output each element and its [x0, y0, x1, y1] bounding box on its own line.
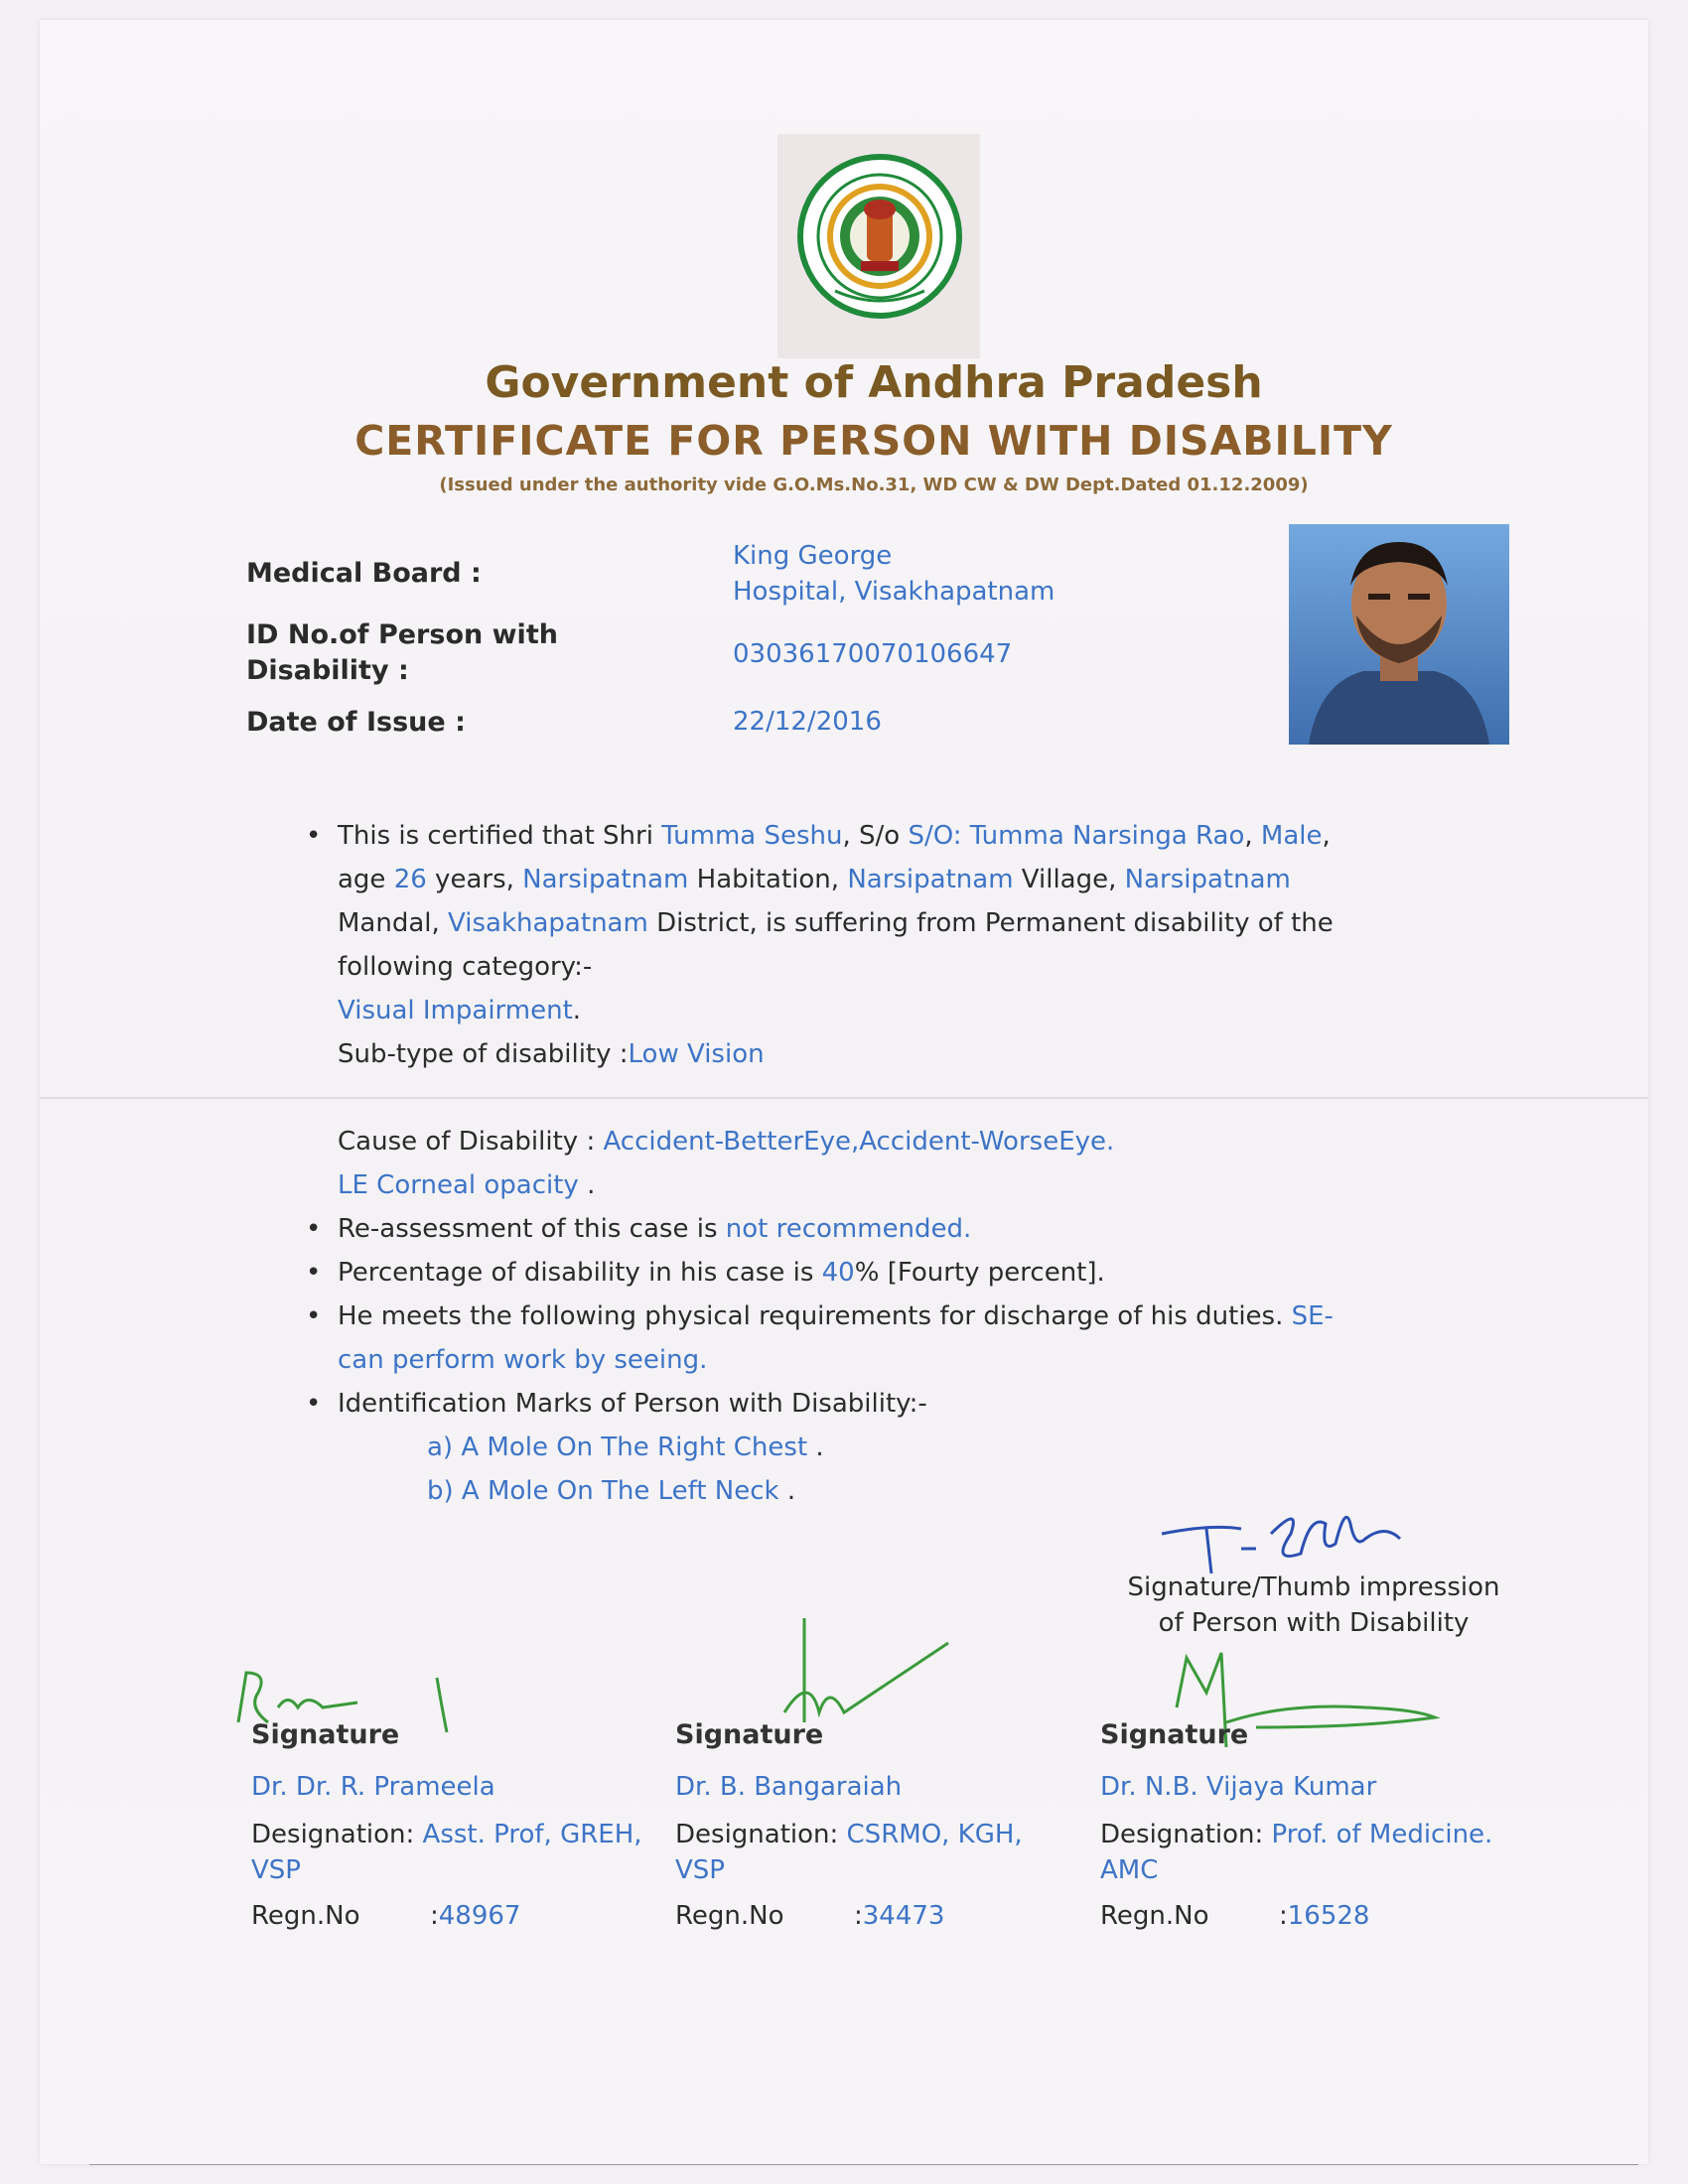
text: Village, — [1013, 865, 1125, 894]
mark-a-value: a) A Mole On The Right Chest — [427, 1433, 808, 1462]
physical-requirements — [298, 1295, 1470, 1382]
designation-label: Designation: — [1100, 1820, 1272, 1849]
designation — [251, 1817, 648, 1888]
designation-value: Asst. Prof, GREH, VSP — [251, 1820, 642, 1885]
regn-label: Regn.No — [675, 1901, 784, 1931]
cause-label: Cause of Disability : — [338, 1127, 604, 1157]
person-name: Tumma Seshu — [661, 821, 843, 851]
text: . — [578, 1170, 596, 1200]
designation-value: CSRMO, KGH, VSP — [675, 1820, 1023, 1885]
reassessment — [298, 1207, 1470, 1251]
village: Narsipatnam — [847, 865, 1014, 894]
signature-scrawl-2 — [750, 1613, 968, 1732]
doctor-name: Dr. N.B. Vijaya Kumar — [1100, 1772, 1377, 1802]
father-name: S/O: Tumma Narsinga Rao — [908, 821, 1245, 851]
regn-label: Regn.No — [251, 1901, 360, 1931]
caption-line1: Signature/Thumb impression — [1127, 1572, 1500, 1602]
date-label: Date of Issue : — [246, 707, 466, 738]
id-label-line1: ID No.of Person with — [246, 619, 558, 650]
registration — [675, 1898, 1072, 1934]
emblem-area — [777, 134, 980, 358]
signature-heading: Signature — [251, 1719, 400, 1750]
text: % [Fourty percent]. — [854, 1258, 1105, 1288]
person-photo — [1289, 524, 1509, 745]
text: District, is suffering from Permanent disability of the — [647, 908, 1334, 938]
signatory-1 — [251, 1717, 648, 1934]
age: 26 — [393, 865, 427, 894]
text: This is certified that Shri — [338, 821, 662, 851]
signatory-2 — [675, 1717, 1072, 1934]
regn-sep: : — [1279, 1901, 1288, 1931]
designation-value: Prof. of Medicine. AMC — [1100, 1820, 1493, 1885]
doctor-name: Dr. Dr. R. Prameela — [251, 1772, 495, 1802]
regn-label: Regn.No — [1100, 1901, 1209, 1931]
government-heading: Government of Andhra Pradesh — [485, 357, 1263, 408]
medical-board-value — [733, 538, 1055, 610]
designation-label: Designation: — [675, 1820, 847, 1849]
text: Identification Marks of Person with Disability:- — [338, 1389, 927, 1419]
text: . — [572, 996, 582, 1025]
text: following category:- — [338, 952, 593, 982]
identification-mark-a — [298, 1426, 1470, 1469]
designation — [1100, 1817, 1497, 1888]
id-value: 03036170070106647 — [733, 639, 1013, 669]
text: . — [807, 1433, 824, 1462]
person-signature-caption — [1100, 1570, 1527, 1641]
regn-sep: : — [430, 1901, 439, 1931]
regn-value: 34473 — [862, 1901, 945, 1931]
text: Percentage of disability in his case is — [338, 1258, 822, 1288]
andhra-pradesh-emblem-icon — [795, 152, 964, 321]
certificate-body — [298, 814, 1470, 1513]
doctor-name: Dr. B. Bangaraiah — [675, 1772, 903, 1802]
reassessment-value: not recommended. — [725, 1214, 972, 1244]
text: , S/o — [842, 821, 909, 851]
subtype-label: Sub-type of disability : — [338, 1039, 629, 1069]
text: Habitation, — [688, 865, 848, 894]
requirements-value: SE- — [1291, 1301, 1334, 1331]
cause-value: Accident-BetterEye,Accident-WorseEye. — [603, 1127, 1115, 1157]
disability-category: Visual Impairment — [338, 996, 573, 1025]
percentage-value: 40 — [821, 1258, 855, 1288]
habitation: Narsipatnam — [522, 865, 689, 894]
authority-line: (Issued under the authority vide G.O.Ms.No.31, WD CW & DW Dept.Dated 01.12.2009) — [439, 475, 1309, 495]
regn-sep: : — [854, 1901, 863, 1931]
signatory-3 — [1100, 1717, 1497, 1934]
regn-value: 48967 — [438, 1901, 521, 1931]
mandal: Narsipatnam — [1124, 865, 1291, 894]
district: Visakhapatnam — [448, 908, 648, 938]
text: . — [778, 1476, 796, 1506]
disability-subtype: Low Vision — [628, 1039, 765, 1069]
regn-value: 16528 — [1287, 1901, 1370, 1931]
id-label — [246, 617, 558, 689]
medical-board-line1: King George — [733, 541, 893, 571]
percentage — [298, 1251, 1470, 1295]
registration — [251, 1898, 648, 1934]
designation — [675, 1817, 1072, 1888]
cause-value-2: LE Corneal opacity — [338, 1170, 579, 1200]
medical-board-line2: Hospital, Visakhapatnam — [733, 577, 1055, 607]
id-label-line2: Disability : — [246, 655, 409, 686]
text: , — [1244, 821, 1261, 851]
cause-of-disability — [298, 1120, 1470, 1207]
date-value: 22/12/2016 — [733, 707, 882, 737]
text: Re-assessment of this case is — [338, 1214, 726, 1244]
signature-heading: Signature — [675, 1719, 824, 1750]
certification-statement — [298, 814, 1470, 1076]
designation-label: Designation: — [251, 1820, 423, 1849]
text: , — [1322, 821, 1331, 851]
requirements-value-2: can perform work by seeing. — [338, 1345, 708, 1375]
text: Mandal, — [338, 908, 449, 938]
text: He meets the following physical requirements for discharge of his duties. — [338, 1301, 1292, 1331]
gender: Male — [1260, 821, 1323, 851]
certificate-title: CERTIFICATE FOR PERSON WITH DISABILITY — [354, 417, 1393, 465]
registration — [1100, 1898, 1497, 1934]
caption-line2: of Person with Disability — [1158, 1608, 1470, 1638]
text: years, — [426, 865, 523, 894]
medical-board-label: Medical Board : — [246, 558, 482, 589]
text: age — [338, 865, 394, 894]
signature-heading: Signature — [1100, 1719, 1249, 1750]
bottom-rule — [89, 2164, 1638, 2165]
identification-marks — [298, 1382, 1470, 1426]
mark-b-value: b) A Mole On The Left Neck — [427, 1476, 779, 1506]
